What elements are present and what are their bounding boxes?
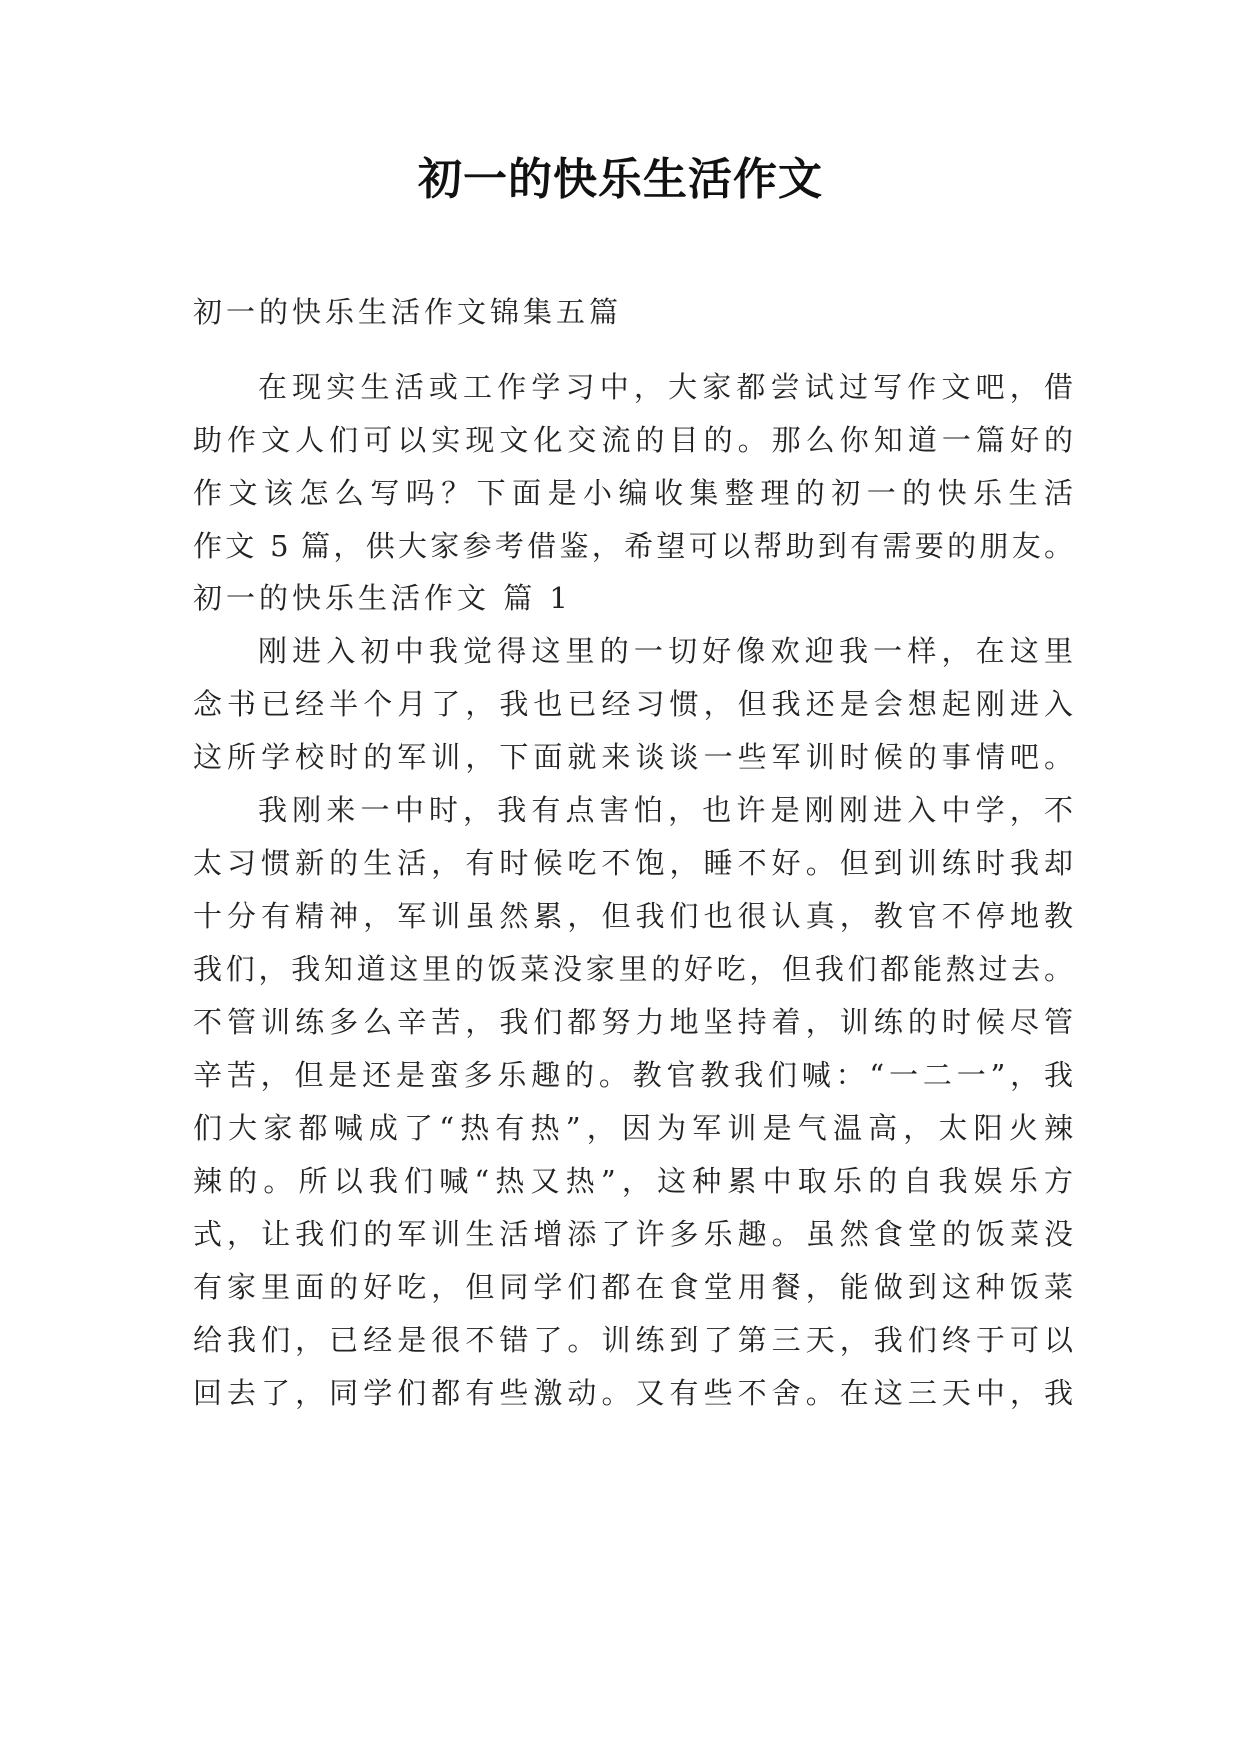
document-title: 初一的快乐生活作文 [418,154,823,205]
paragraph-line: 作文该怎么写吗？下面是小编收集整理的初一的快乐生活 [193,476,1073,510]
paragraph-line: 在现实生活或工作学习中，大家都尝试过写作文吧，借 [258,370,1073,404]
paragraph-line: 我刚来一中时，我有点害怕，也许是刚刚进入中学，不 [258,793,1073,827]
paragraph-line: 回去了，同学们都有些激动。又有些不舍。在这三天中，我 [193,1376,1073,1410]
paragraph-line: 们大家都喊成了“热有热”，因为军训是气温高，太阳火辣 [193,1111,1073,1145]
paragraph-line: 给我们，已经是很不错了。训练到了第三天，我们终于可以 [193,1323,1073,1357]
paragraph-line: 念书已经半个月了，我也已经习惯，但我还是会想起刚进入 [193,687,1073,721]
paragraph-line: 辛苦，但是还是蛮多乐趣的。教官教我们喊：“一二一”，我 [193,1058,1073,1092]
paragraph-line: 我们，我知道这里的饭菜没家里的好吃，但我们都能熬过去。 [193,952,1073,986]
paragraph-line: 不管训练多么辛苦，我们都努力地坚持着，训练的时候尽管 [193,1005,1073,1039]
paragraph-line: 刚进入初中我觉得这里的一切好像欢迎我一样，在这里 [258,634,1073,668]
paragraph-line: 这所学校时的军训，下面就来谈谈一些军训时候的事情吧。 [193,740,1073,774]
document-subtitle: 初一的快乐生活作文锦集五篇 [193,295,623,329]
paragraph-line: 辣的。所以我们喊“热又热”，这种累中取乐的自我娱乐方 [193,1164,1073,1198]
paragraph-line: 式，让我们的军训生活增添了许多乐趣。虽然食堂的饭菜没 [193,1217,1073,1251]
paragraph-line: 作文 5 篇，供大家参考借鉴，希望可以帮助到有需要的朋友。 [193,529,1073,563]
paragraph-line: 十分有精神，军训虽然累，但我们也很认真，教官不停地教 [193,899,1073,933]
paragraph-line: 助作文人们可以实现文化交流的目的。那么你知道一篇好的 [193,423,1073,457]
paragraph-line: 太习惯新的生活，有时候吃不饱，睡不好。但到训练时我却 [193,846,1073,880]
section-heading: 初一的快乐生活作文 篇 1 [193,581,572,615]
paragraph-line: 有家里面的好吃，但同学们都在食堂用餐，能做到这种饭菜 [193,1270,1073,1304]
